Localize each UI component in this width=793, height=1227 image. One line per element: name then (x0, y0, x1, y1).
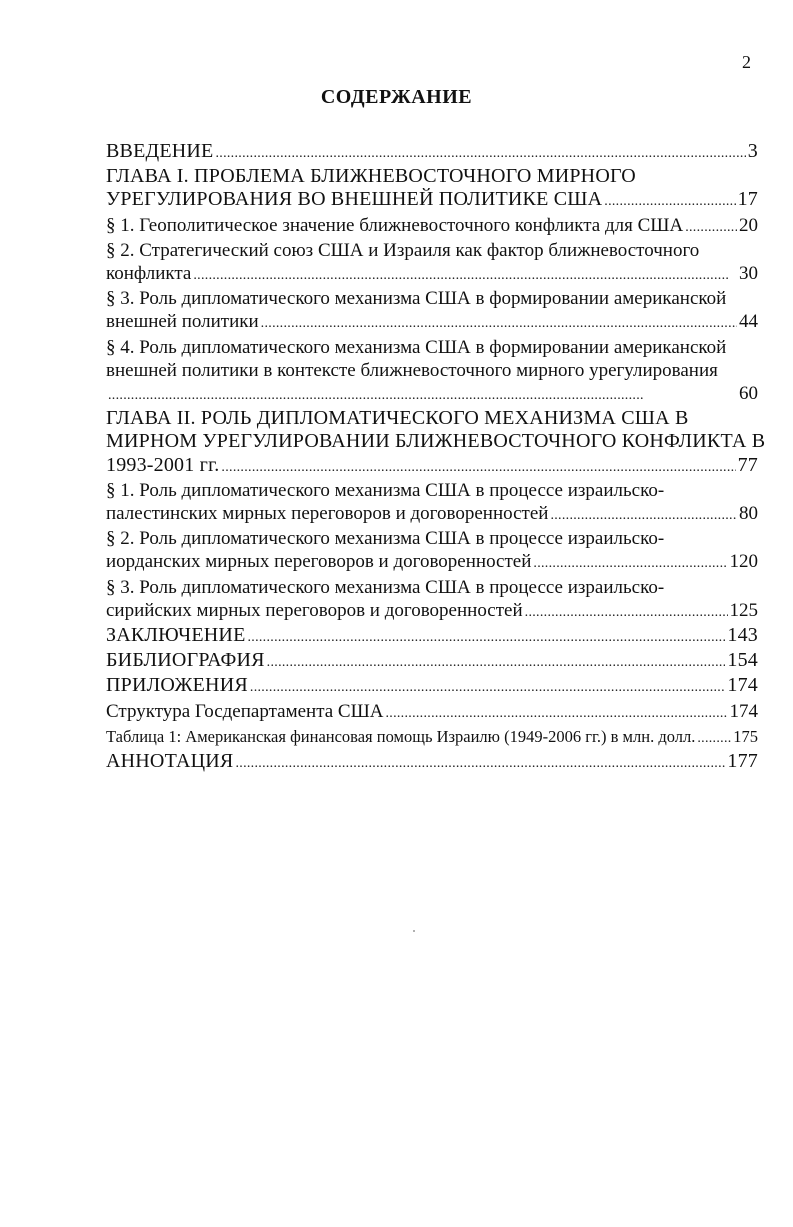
toc-page-number: 174 (727, 674, 758, 697)
toc-page-number: 20 (739, 214, 758, 236)
toc-entry-text: § 4. Роль дипломатического механизма США в формировании американской (106, 336, 727, 358)
dot-leader (697, 725, 731, 750)
dot-leader (385, 700, 727, 725)
table-of-contents (106, 140, 766, 775)
toc-entry-text: АННОТАЦИЯ (106, 750, 234, 773)
dot-leader (604, 188, 735, 213)
toc-entry-text: внешней политики (106, 311, 259, 333)
dot-leader (533, 550, 727, 575)
toc-entry-text: УРЕГУЛИРОВАНИЯ ВО ВНЕШНЕЙ ПОЛИТИКЕ США (106, 188, 603, 211)
toc-entry[interactable] (106, 239, 758, 287)
toc-entry[interactable] (106, 140, 758, 165)
toc-page-number: 44 (739, 311, 758, 333)
toc-entry-text: § 1. Геополитическое значение ближневосточного конфликта для США (106, 214, 684, 236)
toc-entry[interactable] (106, 700, 758, 725)
dot-leader (525, 599, 728, 624)
dot-leader (221, 454, 735, 479)
page-number: 2 (742, 52, 751, 72)
toc-entry[interactable] (106, 214, 758, 239)
toc-entry-text: ГЛАВА I. ПРОБЛЕМА БЛИЖНЕВОСТОЧНОГО МИРНОГО (106, 165, 636, 188)
toc-entry[interactable] (106, 750, 758, 775)
toc-entry[interactable] (106, 725, 758, 750)
toc-entry-text: § 2. Роль дипломатического механизма США в процессе израильско- (106, 528, 665, 550)
toc-entry-text: § 3. Роль дипломатического механизма США в процессе израильско- (106, 576, 665, 598)
dot-leader (250, 674, 726, 699)
toc-entry[interactable] (106, 624, 758, 649)
toc-entry[interactable] (106, 674, 758, 699)
dot-leader (108, 382, 737, 407)
toc-page-number: 3 (747, 140, 758, 162)
toc-entry[interactable] (106, 527, 758, 575)
toc-entry-text: ВВЕДЕНИЕ (106, 140, 214, 162)
toc-entry-text: § 1. Роль дипломатического механизма США в процессе израильско- (106, 479, 665, 501)
toc-entry[interactable] (106, 649, 758, 674)
toc-page-number: 80 (739, 503, 758, 525)
toc-entry-text: Таблица 1: Американская финансовая помощь Израилю (1949-2006 гг.) в млн. долл. (106, 726, 696, 746)
toc-entry-text: МИРНОМ УРЕГУЛИРОВАНИИ БЛИЖНЕВОСТОЧНОГО КОНФЛИКТА В (106, 430, 766, 453)
toc-entry-text: иорданских мирных переговоров и договоренностей (106, 551, 532, 573)
toc-entry-text: ПРИЛОЖЕНИЯ (106, 674, 248, 697)
toc-entry[interactable] (106, 336, 758, 408)
toc-page-number: 177 (727, 750, 758, 773)
toc-entry-text: сирийских мирных переговоров и договоренностей (106, 599, 523, 621)
toc-entry-text: ГЛАВА II. РОЛЬ ДИПЛОМАТИЧЕСКОГО МЕХАНИЗМА США В (106, 407, 689, 430)
dot-leader (235, 750, 725, 775)
toc-page-number: 154 (727, 649, 758, 672)
toc-entry-text: § 2. Стратегический союз США и Израиля как фактор ближневосточного (106, 239, 700, 261)
toc-entry-text: палестинских мирных переговоров и договоренностей (106, 503, 549, 525)
toc-entry[interactable] (106, 576, 758, 624)
toc-entry[interactable] (106, 479, 758, 527)
dot-leader (685, 214, 737, 239)
toc-entry[interactable] (106, 407, 766, 479)
toc-entry-text: 1993-2001 гг. (106, 453, 220, 476)
dot-leader (550, 502, 737, 527)
dot-leader (193, 262, 737, 287)
scan-speck (413, 930, 415, 932)
toc-entry-text: внешней политики в контексте ближневосточного мирного урегулирования (106, 359, 718, 381)
toc-page-number: 175 (733, 726, 758, 746)
toc-page-number: 30 (739, 263, 758, 285)
toc-page-number: 60 (739, 383, 758, 405)
dot-leader (215, 140, 745, 165)
dot-leader (267, 649, 726, 674)
toc-page-number: 120 (729, 551, 758, 573)
toc-entry-text: § 3. Роль дипломатического механизма США в формировании американской (106, 288, 727, 310)
toc-page-number: 174 (729, 700, 758, 722)
toc-page-number: 17 (737, 188, 758, 211)
toc-entry-text: Структура Госдепартамента США (106, 700, 384, 722)
toc-entry-text: ЗАКЛЮЧЕНИЕ (106, 624, 246, 647)
toc-page-number: 125 (729, 599, 758, 621)
toc-page-number: 77 (737, 453, 758, 476)
toc-entry-text: конфликта (106, 263, 192, 285)
toc-entry[interactable] (106, 165, 758, 213)
dot-leader (247, 624, 725, 649)
page-title: СОДЕРЖАНИЕ (320, 86, 473, 108)
toc-page-number: 143 (727, 624, 758, 647)
dot-leader (261, 310, 737, 335)
toc-entry[interactable] (106, 287, 758, 335)
toc-entry-text: БИБЛИОГРАФИЯ (106, 649, 265, 672)
